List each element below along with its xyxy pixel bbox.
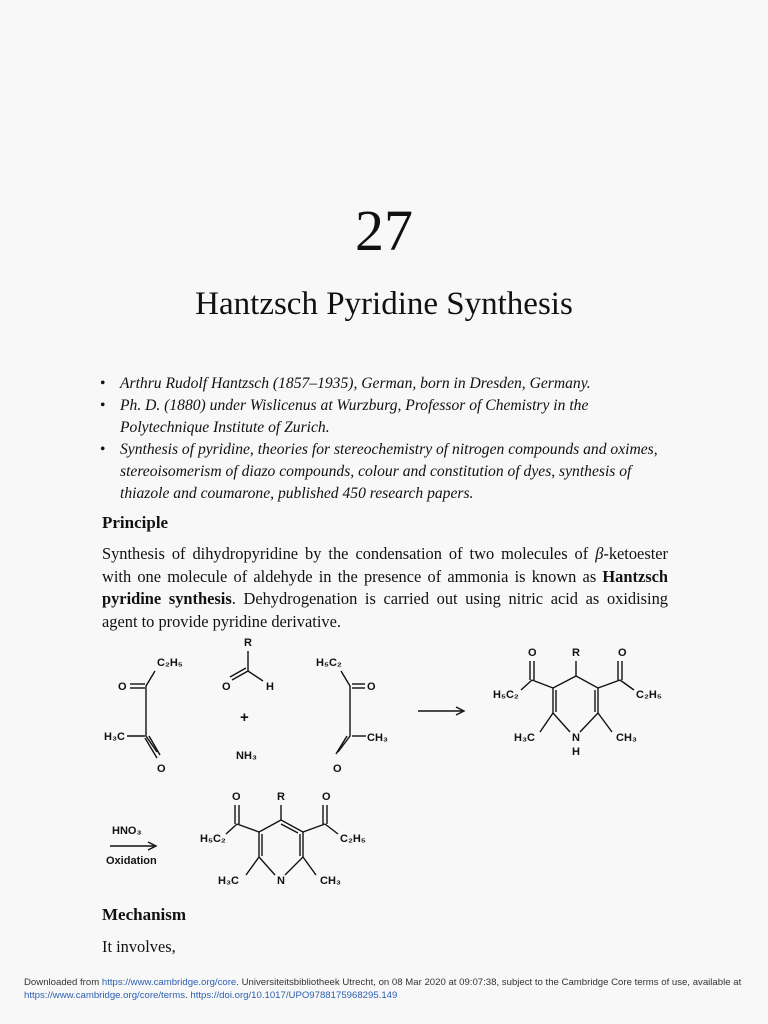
svg-text:N: N — [572, 732, 580, 744]
dihydropyridine-product — [493, 647, 662, 758]
svg-text:H: H — [572, 746, 580, 758]
mechanism-heading: Mechanism — [102, 905, 187, 924]
cambridge-core-link[interactable]: https://www.cambridge.org/core — [101, 977, 237, 988]
svg-text:O: O — [333, 763, 342, 775]
doi-link[interactable]: https://doi.org/10.1017/UPO9788175968295.149 — [190, 990, 398, 1001]
bio-item: • Ph. D. (1880) under Wislicenus at Wurzburg, Professor of Chemistry in the Polytechnique Institute of Zurich. — [100, 397, 589, 436]
ketoester-2 — [316, 657, 388, 775]
svg-text:O: O — [222, 681, 231, 693]
ketoester-1 — [104, 657, 183, 775]
svg-text:O: O — [157, 763, 166, 775]
bio-item: • Arthru Rudolf Hantzsch (1857–1935), German, born in Dresden, Germany. — [100, 373, 680, 395]
svg-text:O: O — [528, 647, 537, 659]
chapter-number: 27 — [355, 198, 413, 263]
reaction-arrow — [418, 707, 464, 715]
svg-text:CH₃: CH₃ — [616, 732, 637, 744]
svg-text:+: + — [240, 709, 249, 726]
svg-text:CH₃: CH₃ — [367, 732, 388, 744]
download-footer: Downloaded from https://www.cambridge.org/core. Universiteitsbibliotheek Utrecht, on 08 Mar 2020 at 09:07:38, subject to the Cambridge Core terms of use, available at https://www.cambridge.org/core/terms. https://doi.org/10.1017/UPO9788175968295.149 — [24, 977, 742, 1001]
principle-paragraph: Synthesis of dihydropyridine by the condensation of two molecules of β-ketoester with one molecule of aldehyde in the presence of ammonia is known as Hantzsch pyridine synthesis. Dehydrogenation is carried out using nitric acid as oxidising agent to provide pyridine derivative. — [102, 544, 668, 631]
oxidation-arrow — [106, 825, 157, 867]
svg-text:H₃C: H₃C — [514, 732, 535, 744]
aldehyde — [222, 637, 274, 762]
bullet-icon: • — [100, 375, 106, 392]
svg-text:R: R — [244, 637, 252, 649]
svg-text:HNO₃: HNO₃ — [112, 825, 142, 837]
svg-text:R: R — [572, 647, 580, 659]
svg-text:H₅C₂: H₅C₂ — [493, 689, 519, 701]
svg-text:H: H — [266, 681, 274, 693]
svg-text:H₅C₂: H₅C₂ — [200, 833, 226, 845]
svg-text:CH₃: CH₃ — [320, 875, 341, 887]
svg-text:H₃C: H₃C — [104, 731, 125, 743]
svg-text:Oxidation: Oxidation — [106, 855, 157, 867]
svg-text:NH₃: NH₃ — [236, 750, 257, 762]
svg-text:C₂H₅: C₂H₅ — [157, 657, 183, 669]
pyridine-product — [200, 791, 366, 887]
chapter-title: Hantzsch Pyridine Synthesis — [195, 286, 573, 322]
svg-text:N: N — [277, 875, 285, 887]
svg-text:O: O — [232, 791, 241, 803]
svg-text:H₅C₂: H₅C₂ — [316, 657, 342, 669]
bullet-icon: • — [100, 441, 106, 458]
terms-link[interactable]: https://www.cambridge.org/core/terms — [24, 990, 186, 1001]
svg-text:O: O — [322, 791, 331, 803]
mechanism-intro: It involves, — [102, 937, 176, 956]
svg-text:C₂H₅: C₂H₅ — [340, 833, 366, 845]
svg-text:H₃C: H₃C — [218, 875, 239, 887]
svg-text:R: R — [277, 791, 285, 803]
svg-text:O: O — [118, 681, 127, 693]
bio-item: • Synthesis of pyridine, theories for stereochemistry of nitrogen compounds and oximes, stereoisomerism of diazo compounds, colour and constitution of dyes, synthesis of thiazole and coumarone, published 450 research papers. — [100, 441, 658, 502]
svg-text:C₂H₅: C₂H₅ — [636, 689, 662, 701]
bullet-icon: • — [100, 397, 106, 414]
svg-text:O: O — [367, 681, 376, 693]
principle-heading: Principle — [102, 513, 169, 532]
svg-text:O: O — [618, 647, 627, 659]
